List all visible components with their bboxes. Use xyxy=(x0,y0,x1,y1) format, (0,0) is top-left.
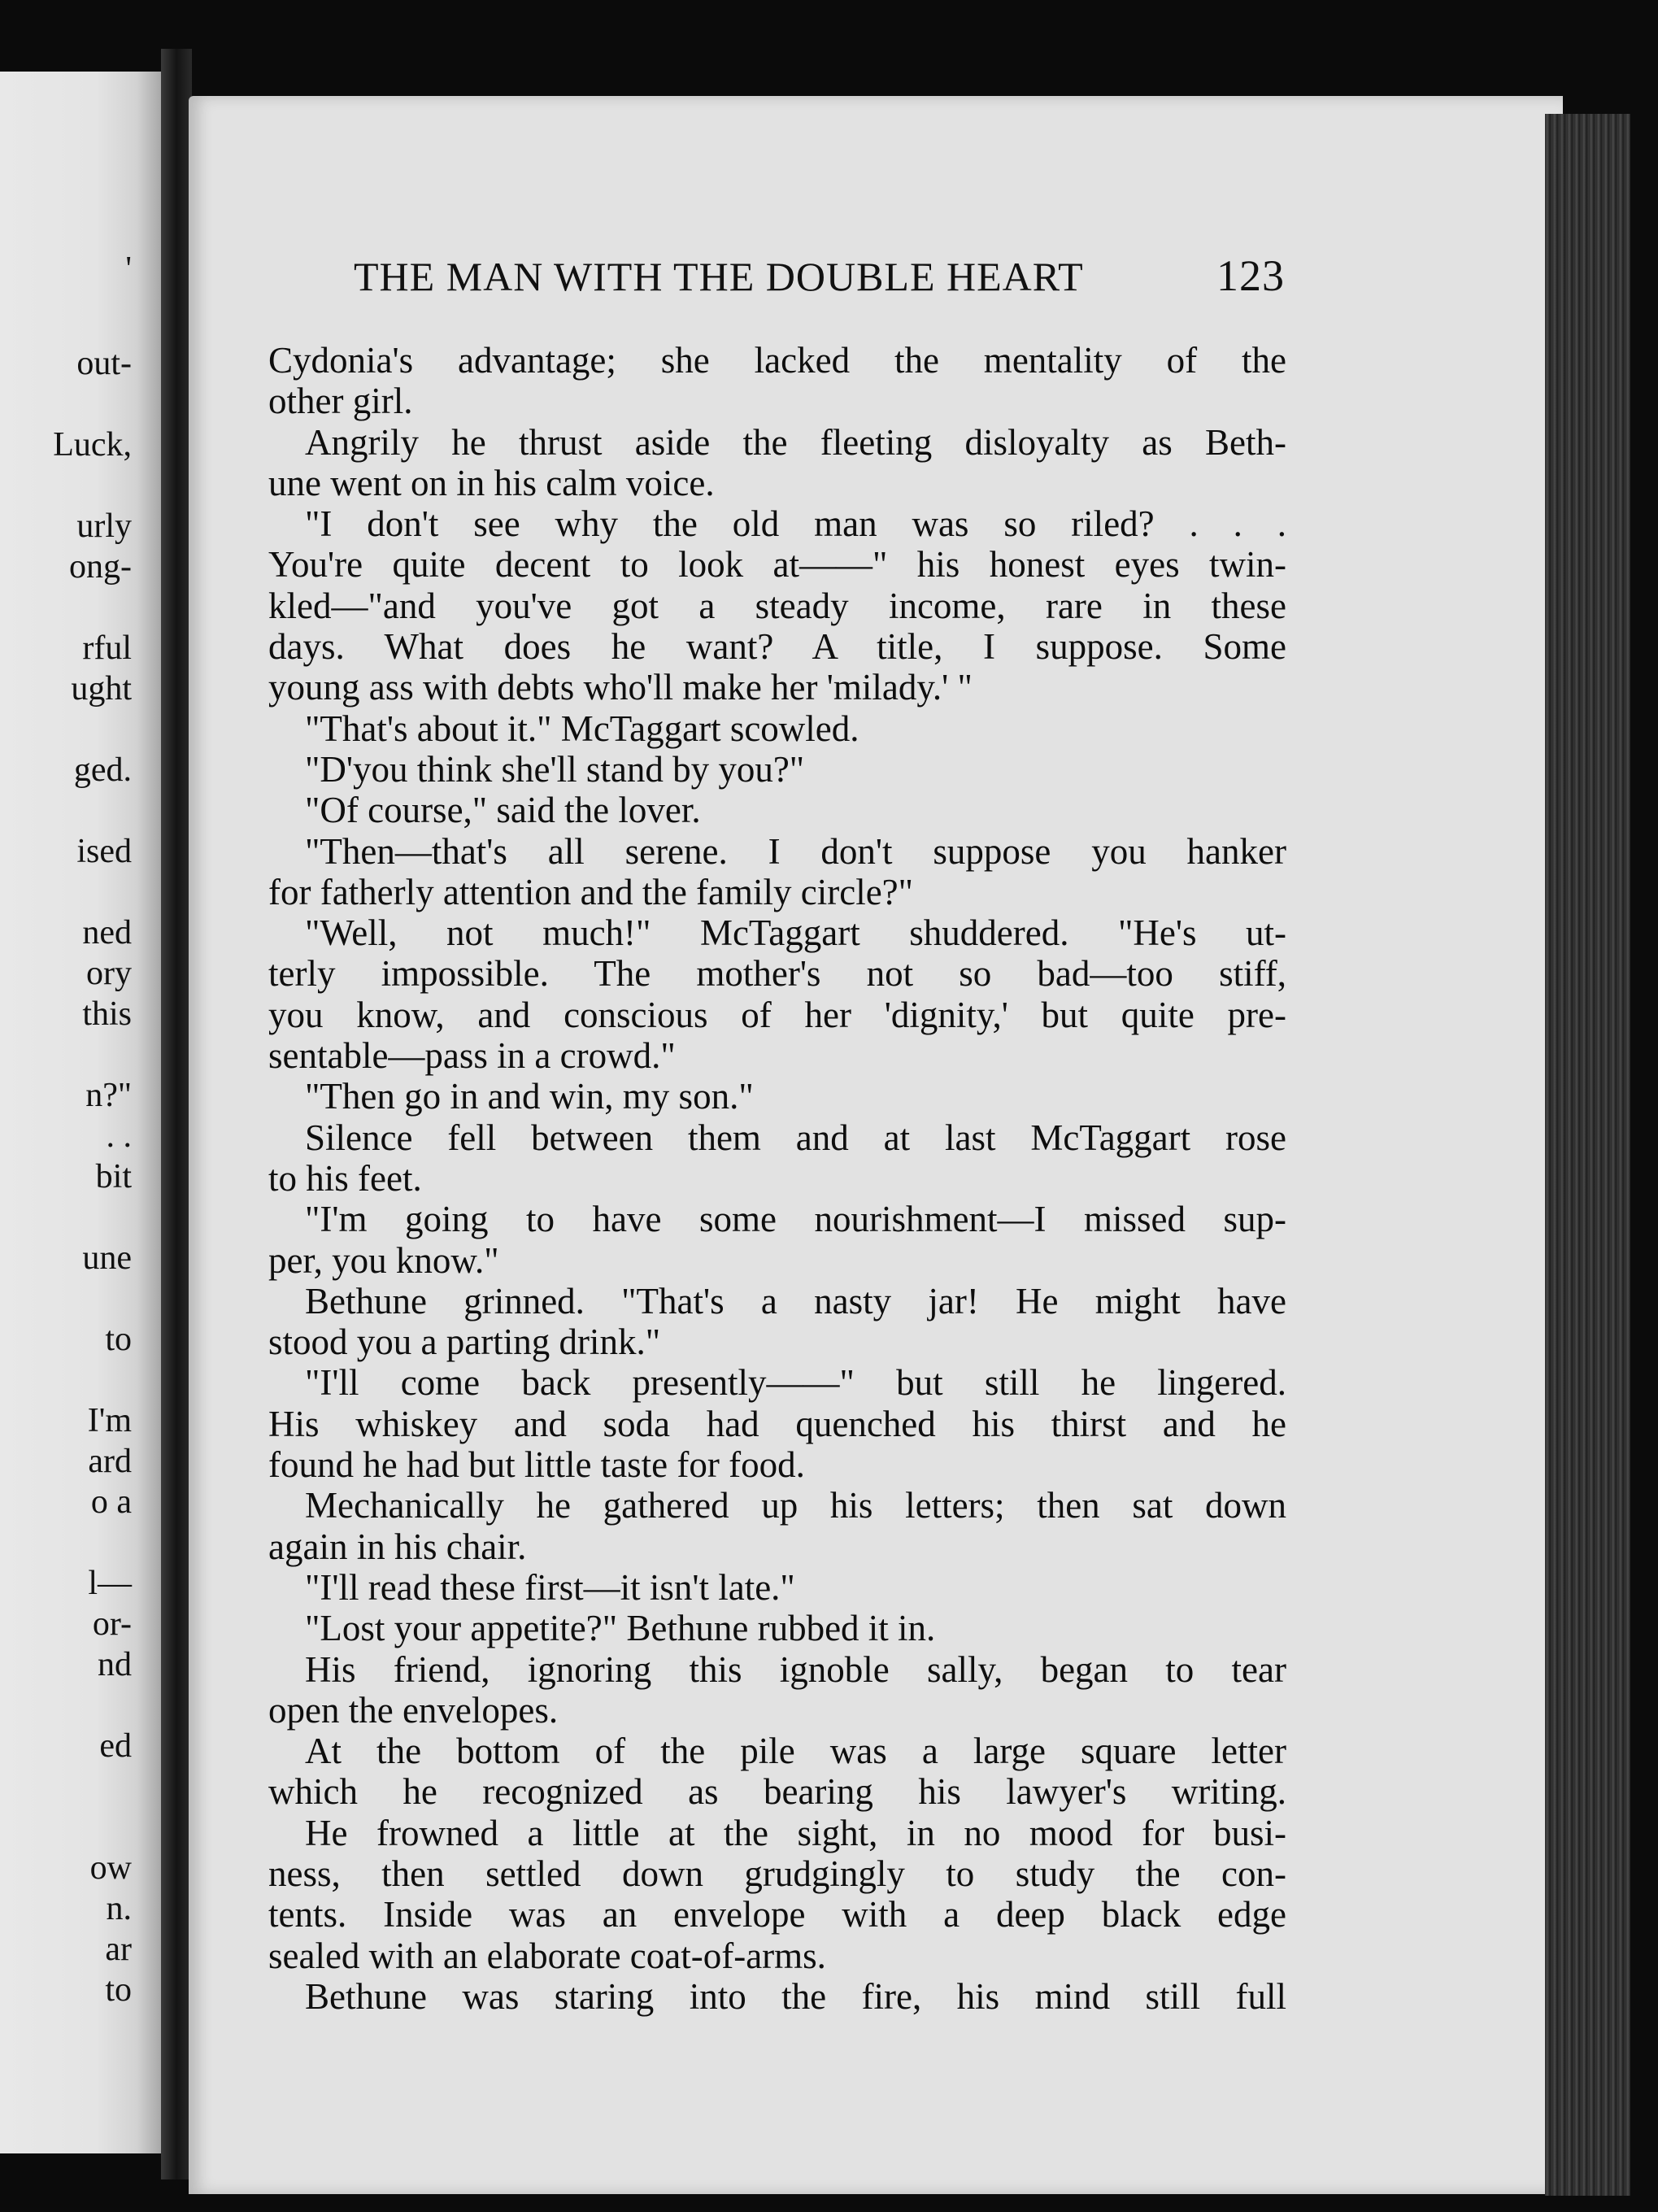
text-line: found he had but little taste for food. xyxy=(268,1444,805,1486)
text-line: "Well, not much!" McTaggart shuddered. "He's ut- xyxy=(305,912,1286,954)
text-line: "Of course," said the lover. xyxy=(305,790,701,831)
text-line: "I'll come back presently——" but still he lingered. xyxy=(305,1362,1286,1404)
left-page-fragment: out- xyxy=(76,345,132,382)
text-line: other girl. xyxy=(268,381,413,422)
left-page-fragment: ed xyxy=(99,1727,132,1765)
left-page-fragment: bit xyxy=(95,1158,132,1195)
text-line: He frowned a little at the sight, in no mood for busi- xyxy=(305,1812,1286,1853)
left-page-fragment: ged. xyxy=(73,751,132,789)
text-line: "I'm going to have some nourishment—I missed sup- xyxy=(305,1199,1286,1240)
text-line: kled—"and you've got a steady income, rare in these xyxy=(268,585,1286,626)
text-line: ness, then settled down grudgingly to study the con- xyxy=(268,1853,1286,1894)
text-line: to his feet. xyxy=(268,1157,422,1199)
text-line: "Lost your appetite?" Bethune rubbed it in. xyxy=(305,1608,936,1649)
text-line: stood you a parting drink." xyxy=(268,1322,661,1363)
text-line: you know, and conscious of her 'dignity,' but quite pre- xyxy=(268,994,1286,1035)
body-text xyxy=(268,340,1286,2017)
text-line: for fatherly attention and the family circle?" xyxy=(268,871,914,912)
text-line: You're quite decent to look at——" his honest eyes twin- xyxy=(268,544,1286,586)
left-page-fragment: ised xyxy=(76,833,132,870)
left-page-fragment: I'm xyxy=(87,1402,132,1439)
left-page-fragment: ned xyxy=(82,914,132,951)
left-page-fragment: . . xyxy=(106,1117,132,1155)
left-page-fragment: urly xyxy=(76,507,132,545)
text-line: again in his chair. xyxy=(268,1526,527,1567)
text-line: open the envelopes. xyxy=(268,1689,559,1731)
text-line: sealed with an elaborate coat-of-arms. xyxy=(268,1935,826,1976)
text-line: "That's about it." McTaggart scowled. xyxy=(305,708,859,749)
facing-left-page xyxy=(0,72,161,2153)
left-page-fragment: l— xyxy=(88,1565,132,1602)
text-line: Cydonia's advantage; she lacked the mentality of the xyxy=(268,340,1286,381)
left-page-fragment: to xyxy=(105,1321,132,1358)
text-line: Angrily he thrust aside the fleeting disloyalty as Beth- xyxy=(305,421,1286,463)
text-line: Bethune was staring into the fire, his mind still full xyxy=(305,1975,1286,2017)
left-page-fragment: une xyxy=(82,1239,132,1277)
text-line: une went on in his calm voice. xyxy=(268,462,715,503)
left-page-fragment: to xyxy=(105,1971,132,2009)
text-line: Bethune grinned. "That's a nasty jar! He might have xyxy=(305,1280,1286,1322)
text-line: per, you know." xyxy=(268,1239,499,1281)
left-page-fragment: ught xyxy=(71,670,132,708)
left-page-fragment: or- xyxy=(92,1605,132,1643)
left-page-fragment: ' xyxy=(125,250,132,288)
left-page-fragment: ar xyxy=(105,1931,132,1968)
text-line: "I don't see why the old man was so riled? . . . xyxy=(305,503,1286,545)
text-line: His whiskey and soda had quenched his thirst and he xyxy=(268,1403,1286,1444)
text-line: young ass with debts who'll make her 'milady.' " xyxy=(268,667,973,708)
text-line: His friend, ignoring this ignoble sally, began to tear xyxy=(305,1648,1286,1690)
text-line: which he recognized as bearing his lawyer's writing. xyxy=(268,1771,1286,1813)
left-page-fragment: ong- xyxy=(69,548,132,586)
text-line: "D'you think she'll stand by you?" xyxy=(305,748,805,790)
left-page-fragment: this xyxy=(82,995,132,1033)
running-head xyxy=(354,250,1285,301)
text-line: Silence fell between them and at last McTaggart rose xyxy=(305,1117,1286,1158)
page-edges xyxy=(1545,114,1630,2196)
left-page-fragment: ard xyxy=(88,1443,132,1480)
left-page-fragment: n?" xyxy=(85,1077,132,1114)
text-line: days. What does he want? A title, I suppose. Some xyxy=(268,626,1286,668)
left-page-fragment: ory xyxy=(86,955,132,992)
left-page-fragment: Luck, xyxy=(53,426,132,464)
text-line: tents. Inside was an envelope with a deep black edge xyxy=(268,1894,1286,1936)
text-line: "Then go in and win, my son." xyxy=(305,1076,754,1117)
text-line: terly impossible. The mother's not so bad—too stiff, xyxy=(268,953,1286,995)
book-gutter xyxy=(161,49,192,2179)
left-page-fragment: nd xyxy=(98,1646,132,1683)
running-head-title: THE MAN WITH THE DOUBLE HEART xyxy=(354,254,1084,299)
left-page-fragment: ow xyxy=(89,1849,132,1887)
text-line: "I'll read these first—it isn't late." xyxy=(305,1566,795,1608)
text-line: sentable—pass in a crowd." xyxy=(268,1035,676,1077)
text-line: Mechanically he gathered up his letters; then sat down xyxy=(305,1485,1286,1526)
left-page-fragment: rful xyxy=(82,629,132,667)
page-number: 123 xyxy=(1216,251,1285,300)
text-line: At the bottom of the pile was a large square letter xyxy=(305,1731,1286,1772)
left-page-fragment: n. xyxy=(106,1890,132,1927)
text-line: "Then—that's all serene. I don't suppose you hanker xyxy=(305,830,1286,872)
left-page-fragment: o a xyxy=(90,1483,132,1521)
